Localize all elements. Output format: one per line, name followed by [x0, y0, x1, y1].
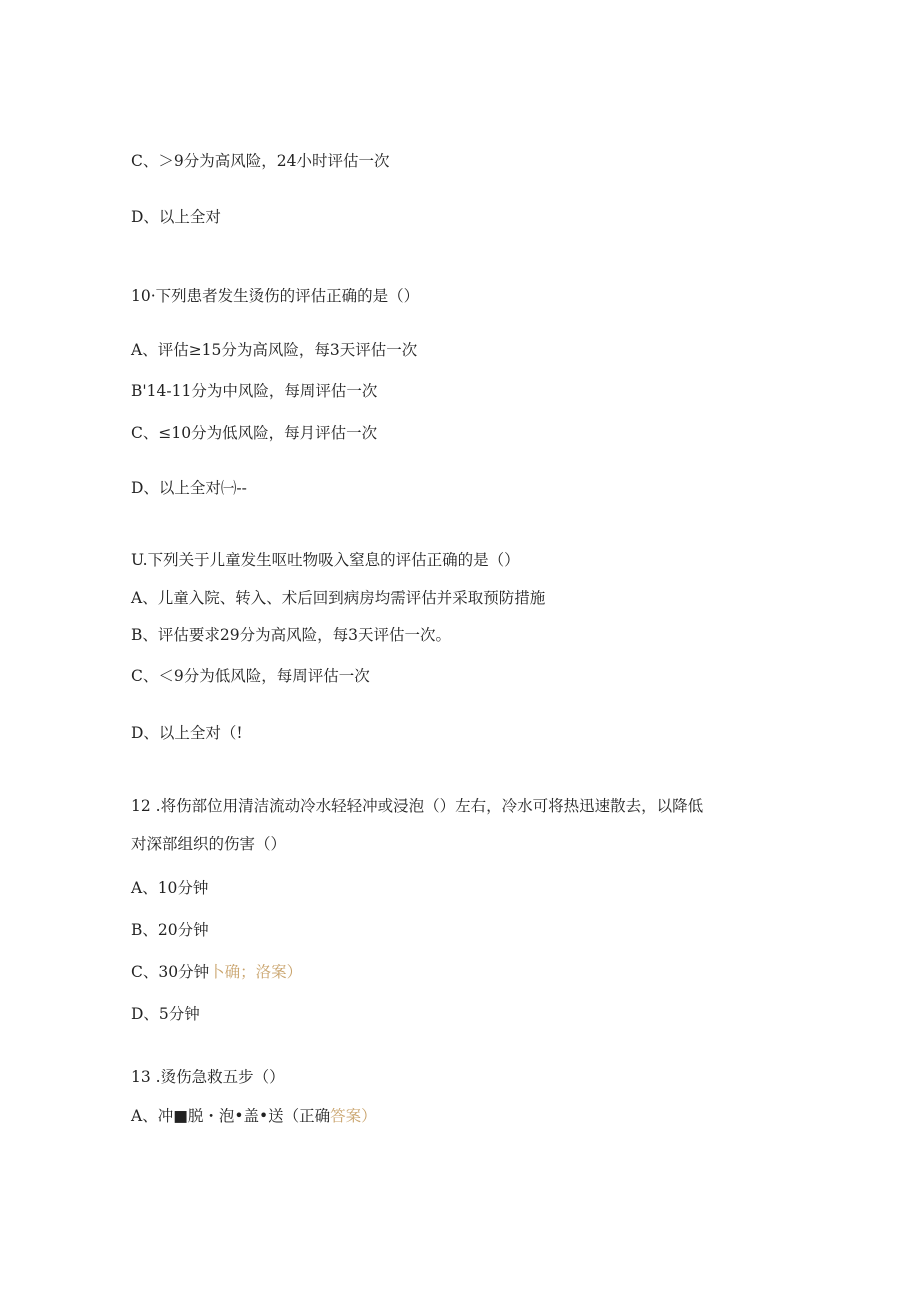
option-11d: D、以上全对（!: [131, 724, 243, 742]
option-9c: C、＞9分为高风险，24小时评估一次: [131, 152, 390, 170]
option-10d: D、以上全对㈠--: [131, 479, 247, 497]
question-13: 13 .烫伤急救五步（）: [131, 1068, 285, 1086]
answer-mark-12c: 卜确；洛案）: [209, 963, 303, 981]
question-10: 10·下列患者发生烫伤的评估正确的是（）: [131, 287, 420, 305]
option-12c-text: C、30分钟: [131, 963, 210, 981]
option-10b: B'14-11分为中风险，每周评估一次: [131, 382, 378, 400]
option-13a-text: A、冲■脱・泡•盖•送（正确: [131, 1107, 331, 1125]
option-12a: A、10分钟: [131, 879, 209, 897]
question-12-line2: 对深部组织的伤害（）: [131, 835, 287, 853]
option-10a: A、评估≥15分为高风险，每3天评估一次: [131, 341, 418, 359]
answer-mark-13a: 答案）: [330, 1107, 377, 1125]
option-12d: D、5分钟: [131, 1005, 200, 1023]
question-12-line1: 12 .将伤部位用清洁流动冷水轻轻冲或浸泡（）左右，冷水可将热迅速散去，以降低: [131, 797, 704, 815]
option-13a: [131, 1106, 377, 1126]
option-9d: D、以上全对: [131, 208, 221, 226]
question-11: U.下列关于儿童发生呕吐物吸入窒息的评估正确的是（）: [131, 551, 520, 569]
option-12c: [131, 962, 302, 982]
option-11a: A、儿童入院、转入、术后回到病房均需评估并采取预防措施: [131, 589, 546, 607]
option-11b: B、评估要求29分为高风险，每3天评估一次。: [131, 626, 451, 644]
option-10c: C、≤10分为低风险，每月评估一次: [131, 424, 378, 442]
option-11c: C、＜9分为低风险，每周评估一次: [131, 667, 370, 685]
option-12b: B、20分钟: [131, 921, 209, 939]
